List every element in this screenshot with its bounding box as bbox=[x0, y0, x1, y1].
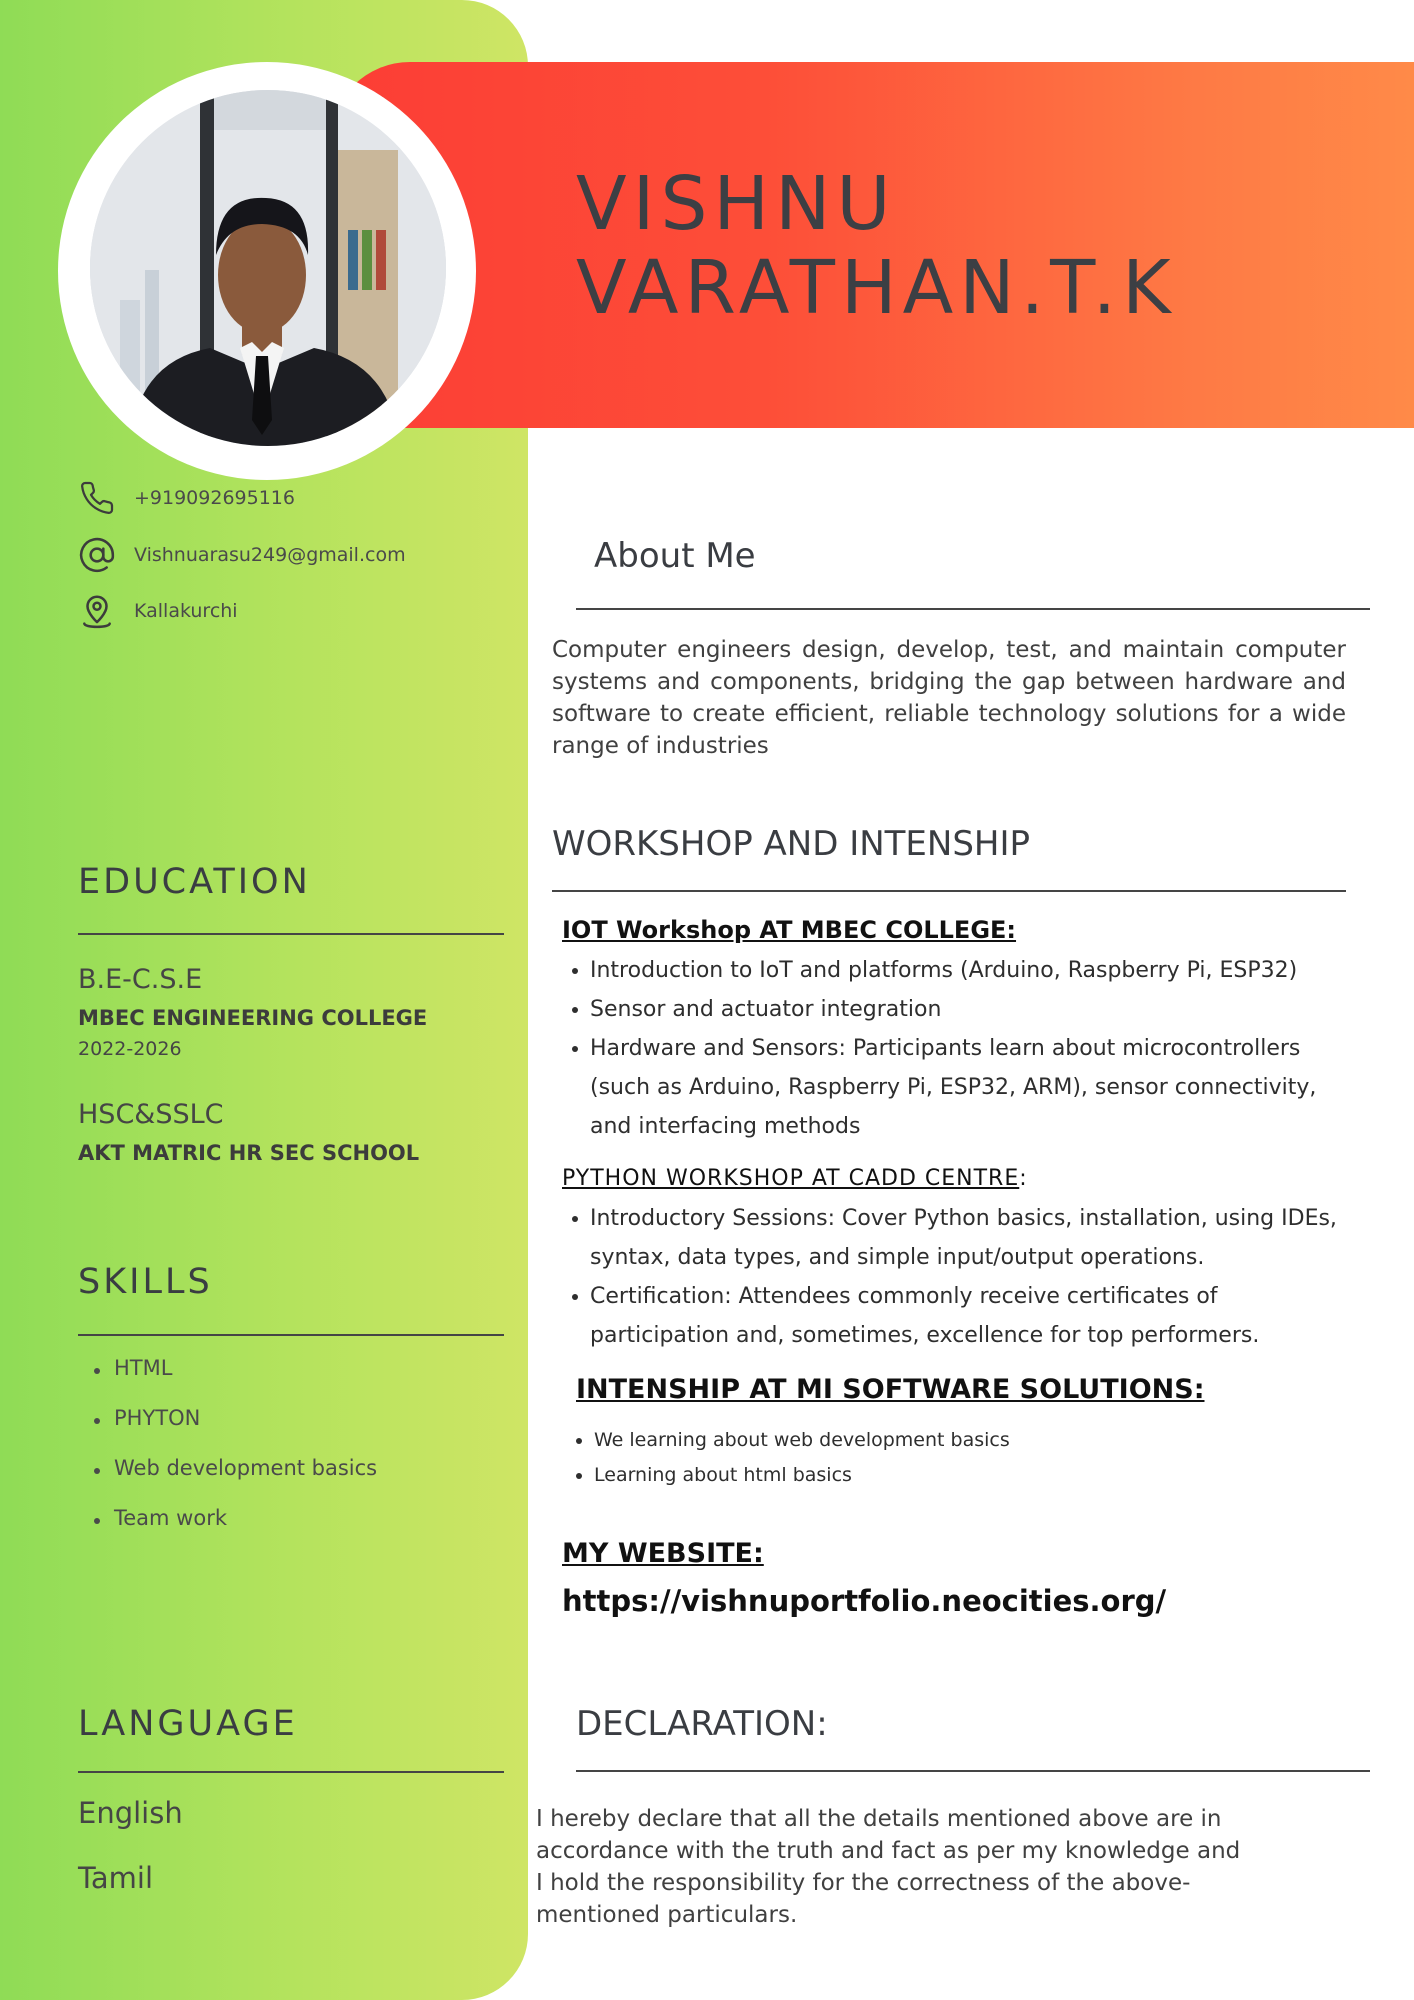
profile-photo-illustration bbox=[90, 90, 446, 446]
skills-heading: SKILLS bbox=[78, 1262, 213, 1302]
location-text: Kallakurchi bbox=[134, 600, 238, 622]
education-degree-2: HSC&SSLC bbox=[78, 1099, 224, 1130]
candidate-name bbox=[576, 162, 1177, 330]
education-heading: EDUCATION bbox=[78, 862, 311, 902]
phone-number: +919092695116 bbox=[134, 487, 295, 509]
python-workshop-title bbox=[562, 1166, 1028, 1191]
list-item: Hardware and Sensors: Participants learn about microcontrollers (such as Arduino, Raspberry Pi, ESP32, ARM), sensor connectivity, and interfacing methods bbox=[564, 1029, 1344, 1146]
list-item: We learning about web development basics bbox=[568, 1423, 1328, 1458]
declaration-heading: DECLARATION: bbox=[576, 1704, 828, 1744]
skills-divider bbox=[78, 1334, 504, 1336]
list-item: Web development basics bbox=[94, 1456, 377, 1506]
education-years-1: 2022-2026 bbox=[78, 1038, 182, 1060]
python-workshop-title-text: PYTHON WORKSHOP AT CADD CENTRE bbox=[562, 1166, 1020, 1191]
name-line-2: VARATHAN.T.K bbox=[576, 245, 1177, 331]
education-school-2: AKT MATRIC HR SEC SCHOOL bbox=[78, 1141, 420, 1165]
name-line-1: VISHNU bbox=[576, 161, 897, 247]
list-item: PHYTON bbox=[94, 1406, 377, 1456]
workshop-divider bbox=[552, 890, 1346, 892]
contact-location bbox=[76, 591, 238, 631]
website-link[interactable]: https://vishnuportfolio.neocities.org/ bbox=[562, 1584, 1167, 1618]
list-item: Team work bbox=[94, 1506, 377, 1556]
list-item: HTML bbox=[94, 1356, 377, 1406]
workshop-heading: WORKSHOP AND INTENSHIP bbox=[552, 824, 1031, 864]
list-item: Introduction to IoT and platforms (Arduino, Raspberry Pi, ESP32) bbox=[564, 951, 1344, 990]
python-workshop-title-colon: : bbox=[1019, 1166, 1028, 1191]
iot-workshop-list bbox=[564, 951, 1344, 1146]
language-item: Tamil bbox=[78, 1861, 154, 1895]
contact-phone bbox=[76, 478, 295, 518]
education-school-1: MBEC ENGINEERING COLLEGE bbox=[78, 1006, 428, 1030]
skills-list bbox=[94, 1356, 377, 1556]
profile-photo bbox=[90, 90, 446, 446]
list-item: Certification: Attendees commonly receive certificates of participation and, sometimes, excellence for top performers. bbox=[564, 1277, 1344, 1355]
iot-workshop-title: IOT Workshop AT MBEC COLLEGE: bbox=[562, 916, 1017, 944]
education-divider bbox=[78, 933, 504, 935]
location-pin-icon bbox=[76, 591, 118, 631]
phone-icon bbox=[76, 478, 118, 518]
python-workshop-list bbox=[564, 1199, 1344, 1355]
website-heading: MY WEBSITE: bbox=[562, 1538, 764, 1569]
declaration-text: I hereby declare that all the details mentioned above are in accordance with the truth and fact as per my knowledge and I hold the responsibility for the correctness of the above-mentioned particulars. bbox=[536, 1806, 1241, 1928]
about-text: Computer engineers design, develop, test, and maintain computer systems and components, bridging the gap between hardware and software to create efficient, reliable technology solutions for a wide range of industries bbox=[552, 637, 1346, 759]
list-item: Learning about html basics bbox=[568, 1458, 1328, 1493]
internship-title: INTENSHIP AT MI SOFTWARE SOLUTIONS: bbox=[576, 1374, 1205, 1405]
email-address: Vishnuarasu249@gmail.com bbox=[134, 544, 406, 566]
about-heading: About Me bbox=[594, 536, 756, 576]
language-heading: LANGUAGE bbox=[78, 1704, 298, 1744]
language-divider bbox=[78, 1771, 504, 1773]
language-item: English bbox=[78, 1796, 183, 1830]
list-item: Sensor and actuator integration bbox=[564, 990, 1344, 1029]
internship-list bbox=[568, 1423, 1328, 1493]
contact-email bbox=[76, 535, 406, 575]
education-degree-1: B.E-C.S.E bbox=[78, 964, 203, 995]
at-sign-icon bbox=[76, 535, 118, 575]
list-item: Introductory Sessions: Cover Python basics, installation, using IDEs, syntax, data types, and simple input/output operations. bbox=[564, 1199, 1344, 1277]
about-divider bbox=[576, 608, 1370, 610]
declaration-divider bbox=[576, 1770, 1370, 1772]
